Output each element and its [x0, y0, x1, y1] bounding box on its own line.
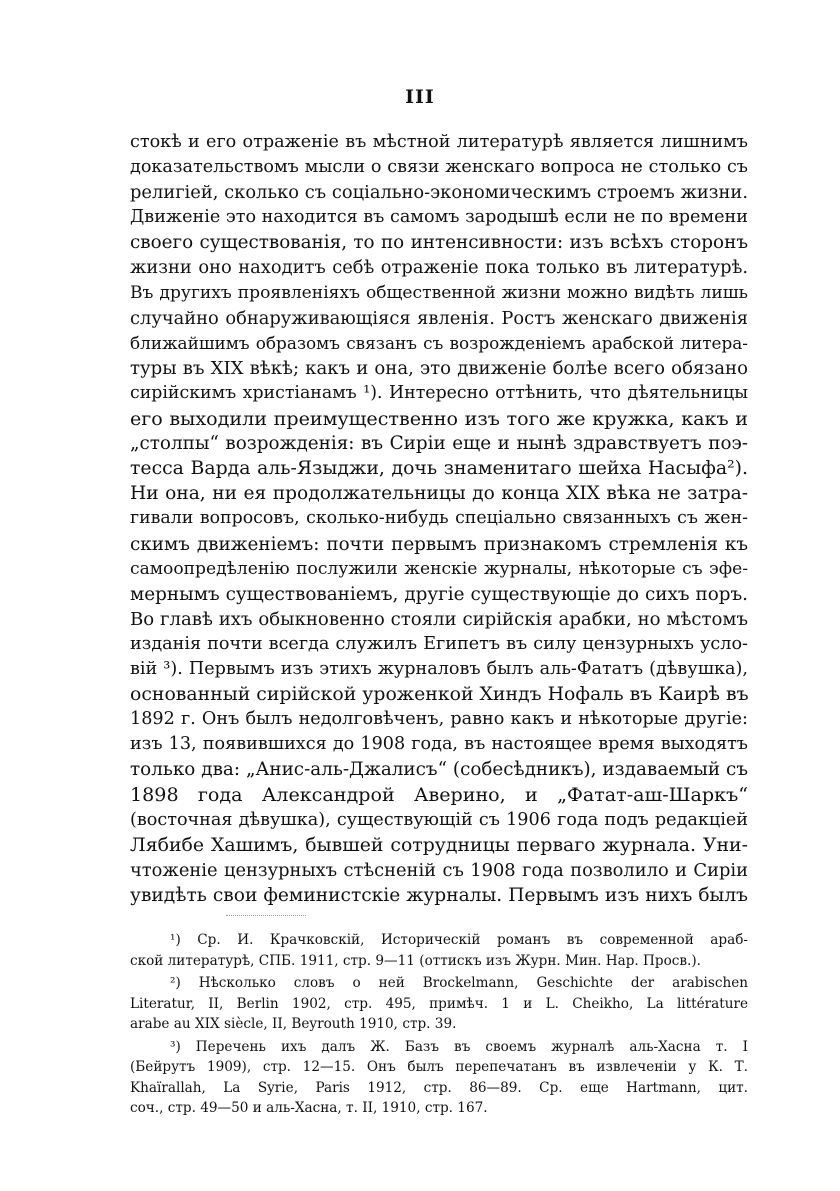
text-line: скимъ движеніемъ: почти первымъ признакомъ стремленія къ — [130, 533, 748, 555]
text-line: вій ³). Первымъ изъ этихъ журналовъ былъ аль-Фататъ (дѣвушка), — [130, 658, 748, 679]
main-text — [130, 130, 748, 908]
footnote-separator — [226, 915, 306, 917]
text-line: 1892 г. Онъ былъ недолговѣченъ, равно какъ и нѣкоторые другіе: — [130, 709, 748, 730]
text-line: ближайшимъ образомъ связанъ съ возрожденіемъ арабской литера- — [130, 332, 748, 353]
text-line: случайно обнаруживающіяся явленія. Ростъ женскаго движенія — [130, 307, 748, 329]
footnote-2-line: Literatur, II, Berlin 1902, стр. 495, примѣч. 1 и L. Cheikho, La littérature — [130, 995, 748, 1012]
text-line: стокѣ и его отраженіе въ мѣстной литературѣ является лишнимъ — [130, 132, 748, 152]
footnote-1-line: ¹) Ср. И. Крачковскій, Историческій романъ въ современной араб- — [170, 932, 748, 948]
text-line: 1898 года Александрой Аверино, и „Фатат-аш-Шаркъ“ — [130, 783, 748, 807]
text-line: увидѣть свои феминистскіе журналы. Первымъ изъ нихъ былъ — [130, 884, 748, 906]
text-line: только два: „Анис-аль-Джалисъ“ (собесѣдникъ), издаваемый съ — [130, 759, 748, 781]
footnote-1-line: ской литературѣ, СПБ. 1911, стр. 9—11 (оттискъ изъ Журн. Мин. Нар. Просв.). — [130, 952, 701, 969]
text-line: изъ 13, появившихся до 1908 года, въ настоящее время выходятъ — [130, 734, 748, 755]
text-line: изданія почти всегда служилъ Египетъ въ силу цензурныхъ усло- — [130, 633, 748, 654]
footnote-2-line: arabe au XIX siècle, II, Beyrouth 1910, стр. 39. — [130, 1016, 457, 1032]
text-line: Лябибе Хашимъ, бывшей сотрудницы перваго журнала. Уни- — [130, 834, 748, 856]
text-line: доказательствомъ мысли о связи женскаго вопроса не столько съ — [130, 157, 748, 178]
footnotes — [130, 930, 748, 1119]
text-line: „столпы“ возрожденія: въ Сиріи еще и нынѣ здравствуетъ поэ- — [130, 433, 748, 455]
text-line: Движеніе это находится въ самомъ зародышѣ если не по времени — [130, 207, 748, 228]
page-number: III — [405, 86, 435, 108]
text-line: основанный сирійской уроженкой Хиндъ Нофаль въ Каирѣ въ — [130, 684, 749, 706]
text-line: своего существованія, то по интенсивности: изъ всѣхъ сторонъ — [130, 232, 748, 254]
text-line: (восточная дѣвушка), существующій съ 1906 года подъ редакціей — [130, 809, 748, 830]
text-line: его выходили преимущественно изъ того же кружка, какъ и — [130, 407, 748, 431]
footnote-3-line: ³) Перечень ихъ далъ Ж. Базъ въ своемъ журналѣ аль-Хасна т. I — [170, 1038, 748, 1055]
text-line: Во главѣ ихъ обыкновенно стояли сирійскія арабки, но мѣстомъ — [130, 608, 748, 630]
text-line: туры въ XIX вѣкѣ; какъ и она, это движеніе болѣе всего обязано — [130, 357, 748, 379]
text-line: гивали вопросовъ, сколько-нибудь спеціально связанныхъ съ жен- — [130, 508, 748, 529]
text-line: религіей, сколько съ соціально-экономическимъ строемъ жизни. — [130, 182, 748, 204]
text-line: чтоженіе цензурныхъ стѣсненій съ 1908 года позволило и Сиріи — [130, 859, 748, 881]
text-line: мернымъ существованіемъ, другіе существующіе до сихъ поръ. — [130, 583, 748, 605]
footnote-3-line: соч., стр. 49—50 и аль-Хасна, т. II, 1910, стр. 167. — [130, 1100, 488, 1116]
footnote-3-line: Khaïrallah, La Syrie, Paris 1912, стр. 86—89. Ср. еще Hartmann, цит. — [130, 1079, 748, 1096]
text-line: Въ другихъ проявленіяхъ общественной жизни можно видѣть лишь — [130, 282, 748, 303]
text-line: Ни она, ни ея продолжательницы до конца XIX вѣка не затра- — [130, 483, 748, 505]
text-line: сирійскимъ христіанамъ ¹). Интересно оттѣнить, что дѣятельницы — [130, 382, 748, 403]
footnote-3-line: (Бейрутъ 1909), стр. 12—15. Онъ былъ перепечатанъ въ извлеченіи у К. Т. — [130, 1059, 748, 1075]
text-line: самоопредѣленію послужили женскіе журналы, нѣкоторые съ эфе- — [130, 558, 748, 579]
text-line: тесса Варда аль-Языджи, дочь знаменитаго шейха Насыфа²). — [130, 458, 748, 480]
footnote-2-line: ²) Нѣсколько словъ о ней Brockelmann, Geschichte der arabischen — [170, 975, 748, 991]
text-line: жизни оно находитъ себѣ отраженіе пока только въ литературѣ. — [130, 257, 748, 279]
